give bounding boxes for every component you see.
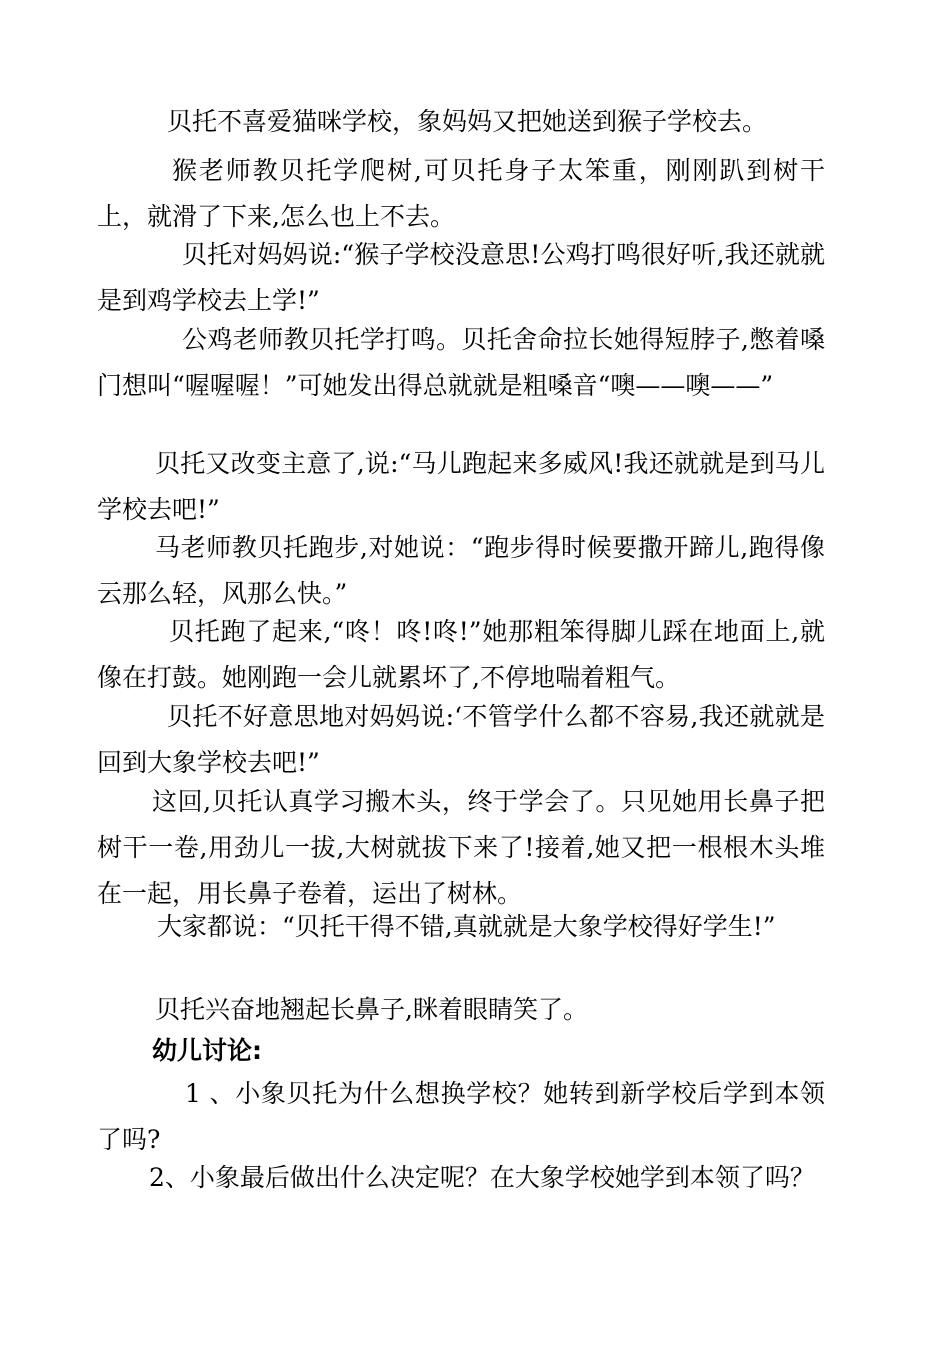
- paragraph-3: 贝托对妈妈说:“猴子学校没意思!公鸡打鸣很好听,我还就就是到鸡学校去上学!”: [97, 240, 825, 315]
- paragraph-11: 贝托兴奋地翘起长鼻子,眯着眼睛笑了。: [155, 995, 588, 1024]
- paragraph-4: 公鸡老师教贝托学打鸣。贝托舍命拉长她得短脖子,憋着嗓门想叫“喔喔喔！”可她发出得总就就是粗嗓音“噢——噢——”: [97, 325, 825, 400]
- paragraph-8: 贝托不好意思地对妈妈说:‘不管学什么都不容易,我还就就是回到大象学校去吧!”: [97, 702, 825, 777]
- paragraph-10: 大家都说：“贝托干得不错,真就就是大象学校得好学生!”: [157, 912, 776, 941]
- discussion-question-1: 1 、小象贝托为什么想换学校？她转到新学校后学到本领了吗?: [97, 1079, 825, 1154]
- paragraph-2: 猴老师教贝托学爬树,可贝托身子太笨重，刚刚趴到树干上，就滑了下来,怎么也上不去。: [97, 156, 825, 231]
- paragraph-5: 贝托又改变主意了,说:“马儿跑起来多威风!我还就就是到马儿学校去吧!”: [97, 449, 825, 524]
- discussion-question-2: 2、小象最后做出什么决定呢？在大象学校她学到本领了吗？: [149, 1163, 815, 1192]
- paragraph-1: 贝托不喜爱猫咪学校，象妈妈又把她送到猴子学校去。: [167, 107, 768, 136]
- paragraph-7: 贝托跑了起来,“咚！咚!咚!”她那粗笨得脚儿踩在地面上,就像在打鼓。她刚跑一会儿就累坏了,不停地喘着粗气。: [97, 617, 825, 692]
- paragraph-6: 马老师教贝托跑步,对她说：“跑步得时候要撒开蹄儿,跑得像云那么轻，风那么快。”: [97, 533, 825, 608]
- paragraph-9: 这回,贝托认真学习搬木头，终于学会了。只见她用长鼻子把树干一卷,用劲儿一拔,大树就拔下来了!接着,她又把一根根木头堆在一起，用长鼻子卷着，运出了树林。: [97, 787, 825, 908]
- discussion-heading: 幼儿讨论:: [152, 1036, 262, 1065]
